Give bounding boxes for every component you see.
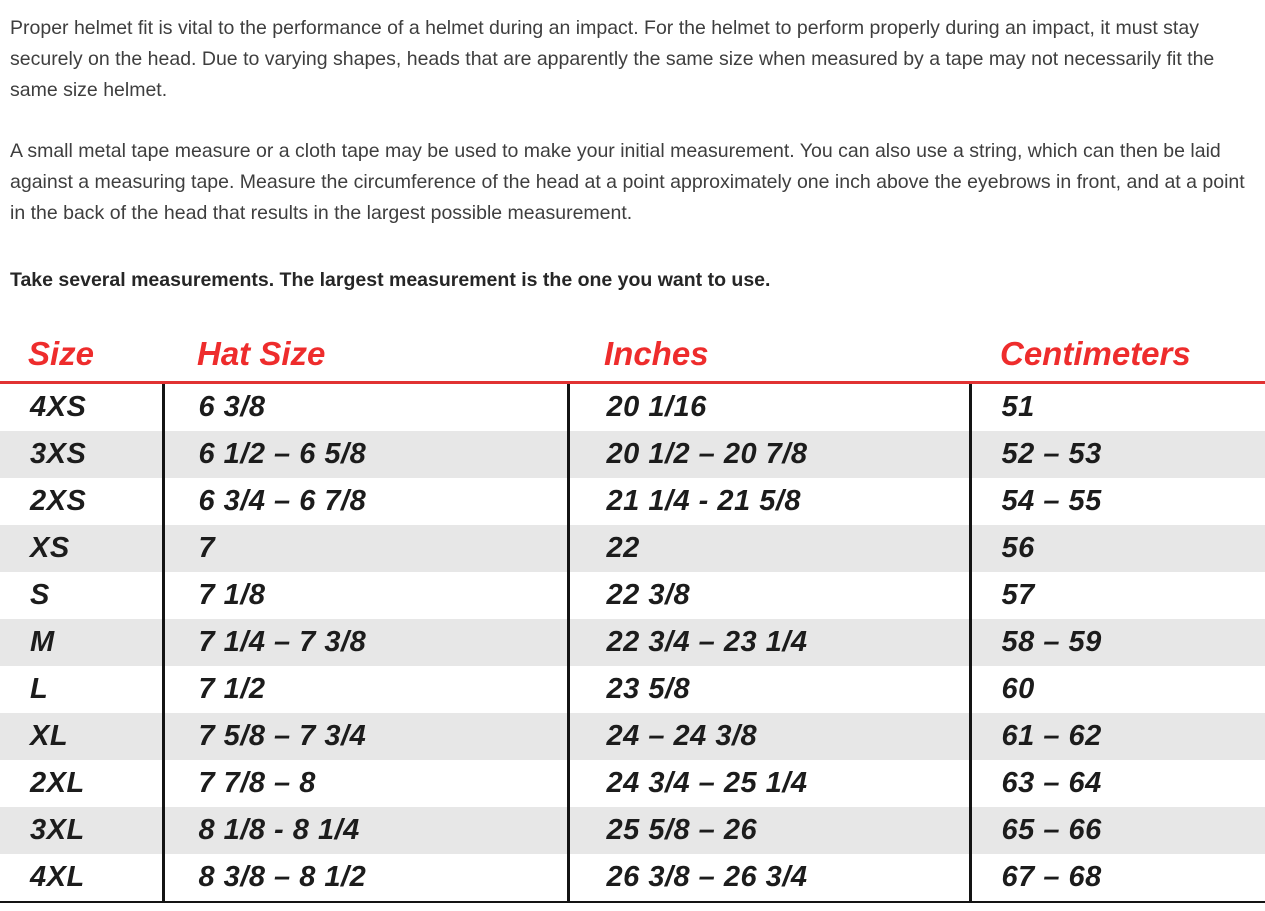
table-cell: 60 — [970, 666, 1265, 713]
size-chart-header — [0, 335, 1265, 383]
table-cell: 7 7/8 – 8 — [163, 760, 568, 807]
table-cell: L — [30, 673, 49, 705]
column-header-size: Size — [0, 335, 163, 383]
intro-paragraph-measure: A small metal tape measure or a cloth tape may be used to make your initial measurement. You can also use a string, which can then be laid against a measuring tape. Measure the circumference of the head at a point approximately one inch above the eyebrows in front, and at a point in the back of the head that results in the largest possible measurement. — [10, 140, 1245, 224]
intro-paragraph-fit: Proper helmet fit is vital to the performance of a helmet during an impact. For the helmet to perform properly during an impact, it must stay securely on the head. Due to varying shapes, heads that are apparently the same size when measured by a tape may not necessarily fit the same size helmet. — [10, 17, 1215, 101]
table-cell: 22 3/8 — [568, 572, 970, 619]
table-cell: 61 – 62 — [970, 713, 1265, 760]
measurement-note: Take several measurements. The largest measurement is the one you want to use. — [10, 269, 771, 291]
table-cell: 4XL — [0, 854, 163, 902]
table-cell: 25 5/8 – 26 — [568, 807, 970, 854]
header-row — [0, 335, 1265, 383]
table-row — [0, 525, 1265, 572]
table-row — [0, 619, 1265, 666]
table-cell: 54 – 55 — [970, 478, 1265, 525]
table-cell: 57 — [970, 572, 1265, 619]
table-cell: 3XL — [30, 814, 85, 846]
table-row — [0, 383, 1265, 432]
table-cell: 51 — [970, 383, 1265, 432]
table-cell: 22 3/4 – 23 1/4 — [568, 619, 970, 666]
table-row — [0, 666, 1265, 713]
table-row — [0, 760, 1265, 807]
table-cell: XS — [30, 532, 70, 564]
table-cell: 2XL — [30, 767, 85, 799]
table-cell: 22 — [568, 525, 970, 572]
table-cell: 20 1/16 — [568, 383, 970, 432]
column-header-hat-size: Hat Size — [163, 335, 568, 383]
table-cell: 7 — [163, 525, 568, 572]
table-cell: 7 1/4 – 7 3/8 — [163, 619, 568, 666]
table-cell: 65 – 66 — [970, 807, 1265, 854]
table-cell: 67 – 68 — [970, 854, 1265, 902]
table-cell: 26 3/8 – 26 3/4 — [568, 854, 970, 902]
table-cell: 7 1/8 — [163, 572, 568, 619]
table-cell: 3XS — [30, 438, 87, 470]
table-cell: 23 5/8 — [568, 666, 970, 713]
table-cell: 63 – 64 — [970, 760, 1265, 807]
table-row — [0, 572, 1265, 619]
size-table-body — [0, 383, 1265, 903]
table-cell: S — [30, 579, 50, 611]
table-cell: 58 – 59 — [970, 619, 1265, 666]
table-cell: 8 1/8 - 8 1/4 — [163, 807, 568, 854]
table-cell: 2XS — [30, 485, 87, 517]
table-cell: 24 3/4 – 25 1/4 — [568, 760, 970, 807]
column-header-inches: Inches — [568, 335, 970, 383]
table-cell: 6 3/8 — [163, 383, 568, 432]
table-cell: 21 1/4 - 21 5/8 — [568, 478, 970, 525]
table-cell: 52 – 53 — [970, 431, 1265, 478]
table-cell: 7 1/2 — [163, 666, 568, 713]
table-cell: 8 3/8 – 8 1/2 — [163, 854, 568, 902]
table-row — [0, 807, 1265, 854]
table-cell: XL — [30, 720, 69, 752]
page-content — [0, 0, 1265, 296]
helmet-size-chart — [0, 335, 1265, 903]
table-row — [0, 713, 1265, 760]
table-cell: 20 1/2 – 20 7/8 — [568, 431, 970, 478]
column-header-centimeters: Centimeters — [970, 335, 1265, 383]
table-cell: 56 — [970, 525, 1265, 572]
table-cell: 4XS — [0, 383, 163, 432]
table-row — [0, 478, 1265, 525]
table-cell: 6 1/2 – 6 5/8 — [163, 431, 568, 478]
table-cell: 6 3/4 – 6 7/8 — [163, 478, 568, 525]
table-cell: M — [30, 626, 55, 658]
table-cell: 24 – 24 3/8 — [568, 713, 970, 760]
table-cell: 7 5/8 – 7 3/4 — [163, 713, 568, 760]
table-row — [0, 854, 1265, 902]
table-row — [0, 431, 1265, 478]
